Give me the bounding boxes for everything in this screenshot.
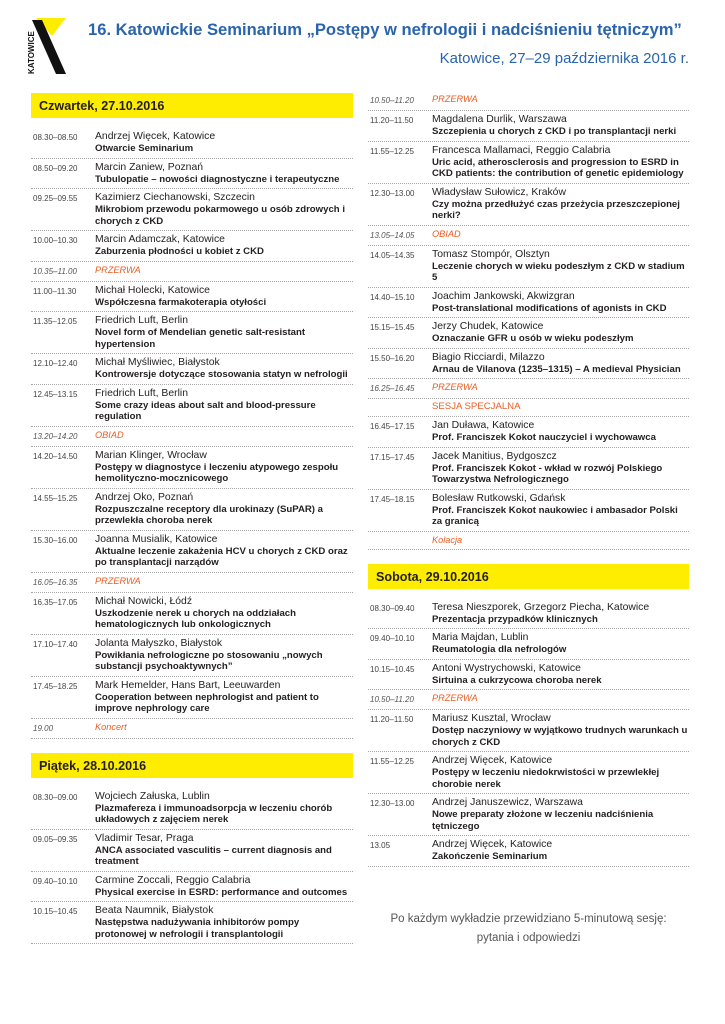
schedule-row (368, 836, 689, 867)
day-header-saturday: Sobota, 29.10.2016 (368, 564, 689, 589)
speaker-name: Michał Holecki, Katowice (95, 284, 210, 296)
session-details (95, 449, 353, 485)
schedule-row (368, 448, 689, 490)
talk-title: Prezentacja przypadków klinicznych (432, 613, 598, 625)
talk-title: Następstwa nadużywania inhibitorów pompy protonowej w nefrologii i transplantologii (95, 917, 300, 940)
speaker-name: Mariusz Kusztal, Wrocław (432, 713, 551, 724)
schedule-break-row (31, 573, 353, 593)
talk-title: Uric acid, atherosclerosis and progression to ESRD in CKD patients: the contribution of genetic epidemiology (432, 156, 684, 179)
katowice-logo (28, 16, 68, 76)
speaker-name: Bolesław Rutkowski, Gdańsk (432, 492, 566, 504)
session-time: 11.55–12.25 (370, 146, 414, 156)
schedule-row (31, 677, 353, 719)
schedule-break-row (368, 379, 689, 399)
speaker-name: Jolanta Małyszko, Białystok (95, 637, 223, 649)
session-details (432, 838, 689, 863)
session-details (432, 320, 689, 345)
talk-title: Aktualne leczenie zakażenia HCV u chorych z CKD oraz po transplantacji narządów (95, 545, 348, 568)
session-time: 13.20–14.20 (33, 431, 78, 441)
session-details (95, 284, 353, 309)
session-time: 16.45–17.15 (370, 422, 415, 431)
session-time: 14.20–14.50 (33, 451, 78, 461)
session-details (95, 533, 353, 569)
session-details (95, 161, 353, 186)
talk-title: Dostęp naczyniowy w wyjątkowo trudnych warunkach u chorych z CKD (432, 725, 688, 748)
session-time: 15.50–16.20 (370, 353, 415, 363)
speaker-name: Michał Myśliwiec, Białystok (95, 357, 220, 368)
speaker-name: Michał Nowicki, Łódź (95, 595, 193, 607)
page-title: 16. Katowickie Seminarium „Postępy w nefrologii i nadciśnieniu tętniczym” (88, 20, 682, 39)
schedule-row (31, 830, 353, 872)
schedule-row (368, 318, 689, 349)
speaker-name: Antoni Wystrychowski, Katowice (432, 662, 581, 674)
talk-title: Prof. Franciszek Kokot - wkład w rozwój Polskiego Towarzystwa Nefrologicznego (432, 462, 663, 485)
session-details (95, 130, 353, 155)
session-time: 16.05–16.35 (33, 577, 78, 587)
schedule-row (31, 788, 353, 830)
session-details (95, 637, 353, 673)
session-time: 10.15–10.45 (33, 907, 78, 916)
talk-title: Zaburzenia płodności u kobiet z CKD (95, 246, 264, 257)
talk-title: Tubulopatie – nowości diagnostyczne i terapeutyczne (95, 173, 340, 185)
break-label: PRZERWA (95, 575, 141, 586)
speaker-name: Marcin Zaniew, Poznań (95, 161, 204, 173)
speaker-name: Tomasz Stompór, Olsztyn (432, 248, 550, 260)
session-time: 11.20–11.50 (370, 715, 414, 724)
speaker-name: Jan Duława, Katowice (432, 420, 535, 431)
session-time: 17.15–17.45 (370, 452, 415, 462)
speaker-name: Friedrich Luft, Berlin (95, 315, 188, 326)
friday-rows-continued (368, 91, 689, 550)
session-details (95, 356, 353, 381)
schedule-break-row (368, 91, 689, 111)
speaker-name: Andrzej Więcek, Katowice (432, 755, 553, 766)
break-label: Kolacja (432, 534, 463, 545)
break-label: OBIAD (432, 228, 461, 239)
schedule-row (31, 872, 353, 903)
talk-title: Prof. Franciszek Kokot nauczyciel i wychowawca (432, 432, 656, 443)
session-details (432, 631, 689, 656)
talk-title: Uszkodzenie nerek u chorych na oddziałach hematologicznych lub onkologicznych (95, 607, 296, 630)
session-time (368, 534, 432, 546)
schedule-column-right (368, 91, 689, 867)
session-details (432, 754, 689, 790)
speaker-name: Maria Majdan, Lublin (432, 632, 529, 643)
speaker-name: Teresa Nieszporek, Grzegorz Piecha, Katowice (432, 601, 650, 613)
speaker-name: Mark Hemelder, Hans Bart, Leeuwarden (95, 679, 281, 691)
session-details (432, 419, 689, 444)
session-details (95, 314, 353, 350)
speaker-name: Joachim Jankowski, Akwizgran (432, 290, 575, 302)
session-time: 10.35–11.00 (33, 266, 77, 276)
speaker-name: Andrzej Januszewicz, Warszawa (432, 797, 583, 808)
schedule-row (368, 629, 689, 660)
session-time: 11.20–11.50 (370, 116, 414, 125)
session-details (95, 233, 353, 258)
session-time: 15.15–15.45 (370, 323, 415, 332)
break-label: OBIAD (95, 429, 124, 440)
break-label: PRZERWA (432, 693, 478, 703)
friday-rows (31, 788, 353, 945)
schedule-break-row (368, 690, 689, 710)
schedule-row (31, 231, 353, 262)
thursday-rows (31, 128, 353, 739)
session-time: 16.25–16.45 (370, 384, 415, 393)
session-time: 11.35–12.05 (33, 317, 77, 326)
svg-text:KATOWICE: KATOWICE (27, 31, 36, 74)
session-time: 16.35–17.05 (33, 597, 78, 607)
talk-title: Czy można przedłużyć czas przeżycia przeszczepionej nerki? (432, 198, 680, 221)
schedule-row (31, 531, 353, 573)
session-time: 12.30–13.00 (370, 188, 415, 198)
talk-title: Mikrobiom przewodu pokarmowego u osób zdrowych i chorych z CKD (95, 204, 345, 227)
schedule-row (31, 312, 353, 354)
schedule-row (31, 189, 353, 231)
speaker-name: Biagio Ricciardi, Milazzo (432, 351, 545, 363)
schedule-row (368, 349, 689, 380)
footer-note-line2: pytania i odpowiedzi (476, 932, 581, 944)
session-time: 19.00 (33, 723, 54, 733)
schedule-row (31, 447, 353, 489)
day-header-friday: Piątek, 28.10.2016 (31, 753, 353, 778)
session-details (432, 248, 689, 284)
talk-title: ANCA associated vasculitis – current diagnosis and treatment (95, 844, 332, 867)
schedule-row (31, 902, 353, 944)
speaker-name: Carmine Zoccali, Reggio Calabria (95, 874, 251, 886)
session-time: 14.55–15.25 (33, 493, 78, 503)
talk-title: Szczepienia u chorych z CKD i po transplantacji nerki (432, 126, 677, 137)
speaker-name: Jerzy Chudek, Katowice (432, 321, 544, 332)
speaker-name: Wojciech Załuska, Lublin (95, 790, 210, 802)
session-details (432, 492, 689, 528)
talk-title: Kontrowersje dotyczące stosowania statyn w nefrologii (95, 369, 348, 380)
session-time: 10.15–10.45 (370, 664, 415, 674)
session-details (95, 191, 353, 227)
speaker-name: Kazimierz Ciechanowski, Szczecin (95, 192, 255, 203)
schedule-row (368, 111, 689, 142)
schedule-break-row (31, 262, 353, 282)
break-label: PRZERWA (432, 382, 478, 392)
session-details (432, 796, 689, 832)
talk-title: Leczenie chorych w wieku podeszłym z CKD w stadium 5 (432, 260, 685, 283)
talk-title: Cooperation between nephrologist and patient to improve nephrology care (95, 691, 319, 714)
talk-title: Otwarcie Seminarium (95, 143, 194, 154)
session-details (95, 904, 353, 940)
schedule-row (31, 128, 353, 159)
saturday-rows (368, 599, 689, 867)
talk-title: Zakończenie Seminarium (432, 851, 548, 862)
speaker-name: Vladimir Tesar, Praga (95, 832, 194, 844)
break-label: PRZERWA (95, 264, 141, 275)
session-time: 17.45–18.15 (370, 494, 415, 504)
schedule-row (31, 593, 353, 635)
schedule-row (31, 635, 353, 677)
schedule-break-row (31, 427, 353, 447)
schedule-row (368, 288, 689, 319)
speaker-name: Jacek Manitius, Bydgoszcz (432, 450, 557, 462)
schedule-row (31, 159, 353, 190)
session-details (432, 186, 689, 222)
session-time: 08.50–09.20 (33, 163, 78, 173)
schedule-row (31, 282, 353, 313)
session-time: 10.50–11.20 (370, 695, 414, 704)
footer-note-line1: Po każdym wykładzie przewidziano 5-minutową sesję: (390, 913, 667, 925)
speaker-name: Andrzej Więcek, Katowice (432, 839, 553, 850)
talk-title: Post-translational modifications of agonists in CKD (432, 302, 667, 314)
session-details (432, 351, 689, 376)
session-details (432, 662, 689, 687)
speaker-name: Marcin Adamczak, Katowice (95, 234, 225, 245)
session-time: 17.10–17.40 (33, 639, 78, 649)
schedule-row (368, 246, 689, 288)
talk-title: Powikłania nefrologiczne po stosowaniu „nowych substancji psychoaktywnych” (95, 649, 323, 672)
session-details (432, 144, 689, 180)
schedule-break-row (368, 532, 689, 550)
session-details (95, 595, 353, 631)
speaker-name: Marian Klinger, Wrocław (95, 449, 207, 461)
schedule-row (368, 752, 689, 794)
session-time: 15.30–16.00 (33, 535, 78, 545)
session-time: 09.05–09.35 (33, 834, 78, 844)
talk-title: Sirtuina a cukrzycowa choroba nerek (432, 674, 602, 686)
talk-title: Novel form of Mendelian genetic salt-resistant hypertension (95, 327, 306, 350)
schedule-row (368, 710, 689, 752)
talk-title: Współczesna farmakoterapia otyłości (95, 296, 267, 308)
schedule-row (368, 417, 689, 448)
session-time: 08.30–09.00 (33, 792, 78, 802)
speaker-name: Friedrich Luft, Berlin (95, 387, 188, 399)
schedule-break-row (31, 719, 353, 739)
schedule-break-row (368, 399, 689, 417)
schedule-row (31, 489, 353, 531)
speaker-name: Władysław Sułowicz, Kraków (432, 186, 566, 198)
schedule-row (368, 660, 689, 691)
schedule-row (368, 599, 689, 630)
break-label: SESJA SPECJALNA (432, 401, 521, 412)
session-time: 14.40–15.10 (370, 292, 415, 302)
session-time (368, 401, 432, 413)
session-details (95, 874, 353, 899)
session-details (95, 679, 353, 715)
session-details (95, 491, 353, 527)
speaker-name: Beata Naumnik, Białystok (95, 905, 214, 916)
footer-note (368, 910, 689, 948)
session-time: 17.45–18.25 (33, 681, 78, 691)
break-label: Koncert (95, 721, 127, 732)
session-time: 08.30–08.50 (33, 133, 78, 142)
schedule-row (368, 490, 689, 532)
schedule-row (31, 385, 353, 427)
schedule-row (31, 354, 353, 385)
speaker-name: Andrzej Oko, Poznań (95, 491, 194, 503)
talk-title: Plazmafereza i immunoadsorpcja w leczeniu chorób układowych z zajęciem nerek (95, 802, 333, 825)
session-time: 12.30–13.00 (370, 799, 415, 808)
break-label: PRZERWA (432, 94, 478, 104)
session-time: 12.10–12.40 (33, 359, 78, 368)
schedule-row (368, 142, 689, 184)
session-details (432, 450, 689, 486)
day-header-thursday: Czwartek, 27.10.2016 (31, 93, 353, 118)
speaker-name: Magdalena Durlik, Warszawa (432, 114, 567, 125)
session-details (432, 712, 689, 748)
talk-title: Some crazy ideas about salt and blood-pressure regulation (95, 399, 316, 422)
speaker-name: Joanna Musialik, Katowice (95, 533, 218, 545)
session-time: 13.05 (370, 841, 391, 850)
session-time: 13.05–14.05 (370, 230, 415, 240)
session-time: 12.45–13.15 (33, 389, 78, 399)
talk-title: Rozpuszczalne receptory dla urokinazy (SuPAR) a przewlekła choroba nerek (95, 503, 323, 526)
session-time: 11.55–12.25 (370, 757, 414, 766)
session-details (432, 290, 689, 315)
session-time: 11.00–11.30 (33, 286, 77, 296)
speaker-name: Andrzej Więcek, Katowice (95, 131, 216, 142)
session-details (432, 601, 689, 626)
schedule-break-row (368, 226, 689, 246)
talk-title: Postępy w leczeniu niedokrwistości w przewlekłej chorobie nerek (432, 767, 660, 790)
schedule-row (368, 184, 689, 226)
talk-title: Postępy w diagnostyce i leczeniu atypowego zespołu hemolityczno-mocznicowego (95, 461, 339, 484)
talk-title: Physical exercise in ESRD: performance and outcomes (95, 886, 348, 898)
session-details (95, 387, 353, 423)
schedule-column-left (31, 90, 353, 944)
session-details (95, 790, 353, 826)
session-time: 09.40–10.10 (33, 876, 78, 886)
page-subtitle: Katowice, 27–29 października 2016 r. (439, 50, 689, 67)
talk-title: Nowe preparaty złożone w leczeniu nadciśnienia tętniczego (432, 809, 654, 832)
talk-title: Arnau de Vilanova (1235–1315) – A medieval Physician (432, 363, 681, 375)
session-time: 09.25–09.55 (33, 194, 78, 203)
schedule-row (368, 794, 689, 836)
talk-title: Reumatologia dla nefrologów (432, 644, 567, 655)
session-time: 09.40–10.10 (370, 634, 415, 643)
talk-title: Oznaczanie GFR u osób w wieku podeszłym (432, 333, 634, 344)
session-time: 10.00–10.30 (33, 236, 78, 245)
session-details (432, 113, 689, 138)
session-time: 10.50–11.20 (370, 96, 414, 105)
session-time: 08.30–09.40 (370, 603, 415, 613)
session-time: 14.05–14.35 (370, 250, 415, 260)
session-details (95, 832, 353, 868)
talk-title: Prof. Franciszek Kokot naukowiec i ambasador Polski za granicą (432, 504, 678, 527)
speaker-name: Francesca Mallamaci, Reggio Calabria (432, 144, 611, 156)
